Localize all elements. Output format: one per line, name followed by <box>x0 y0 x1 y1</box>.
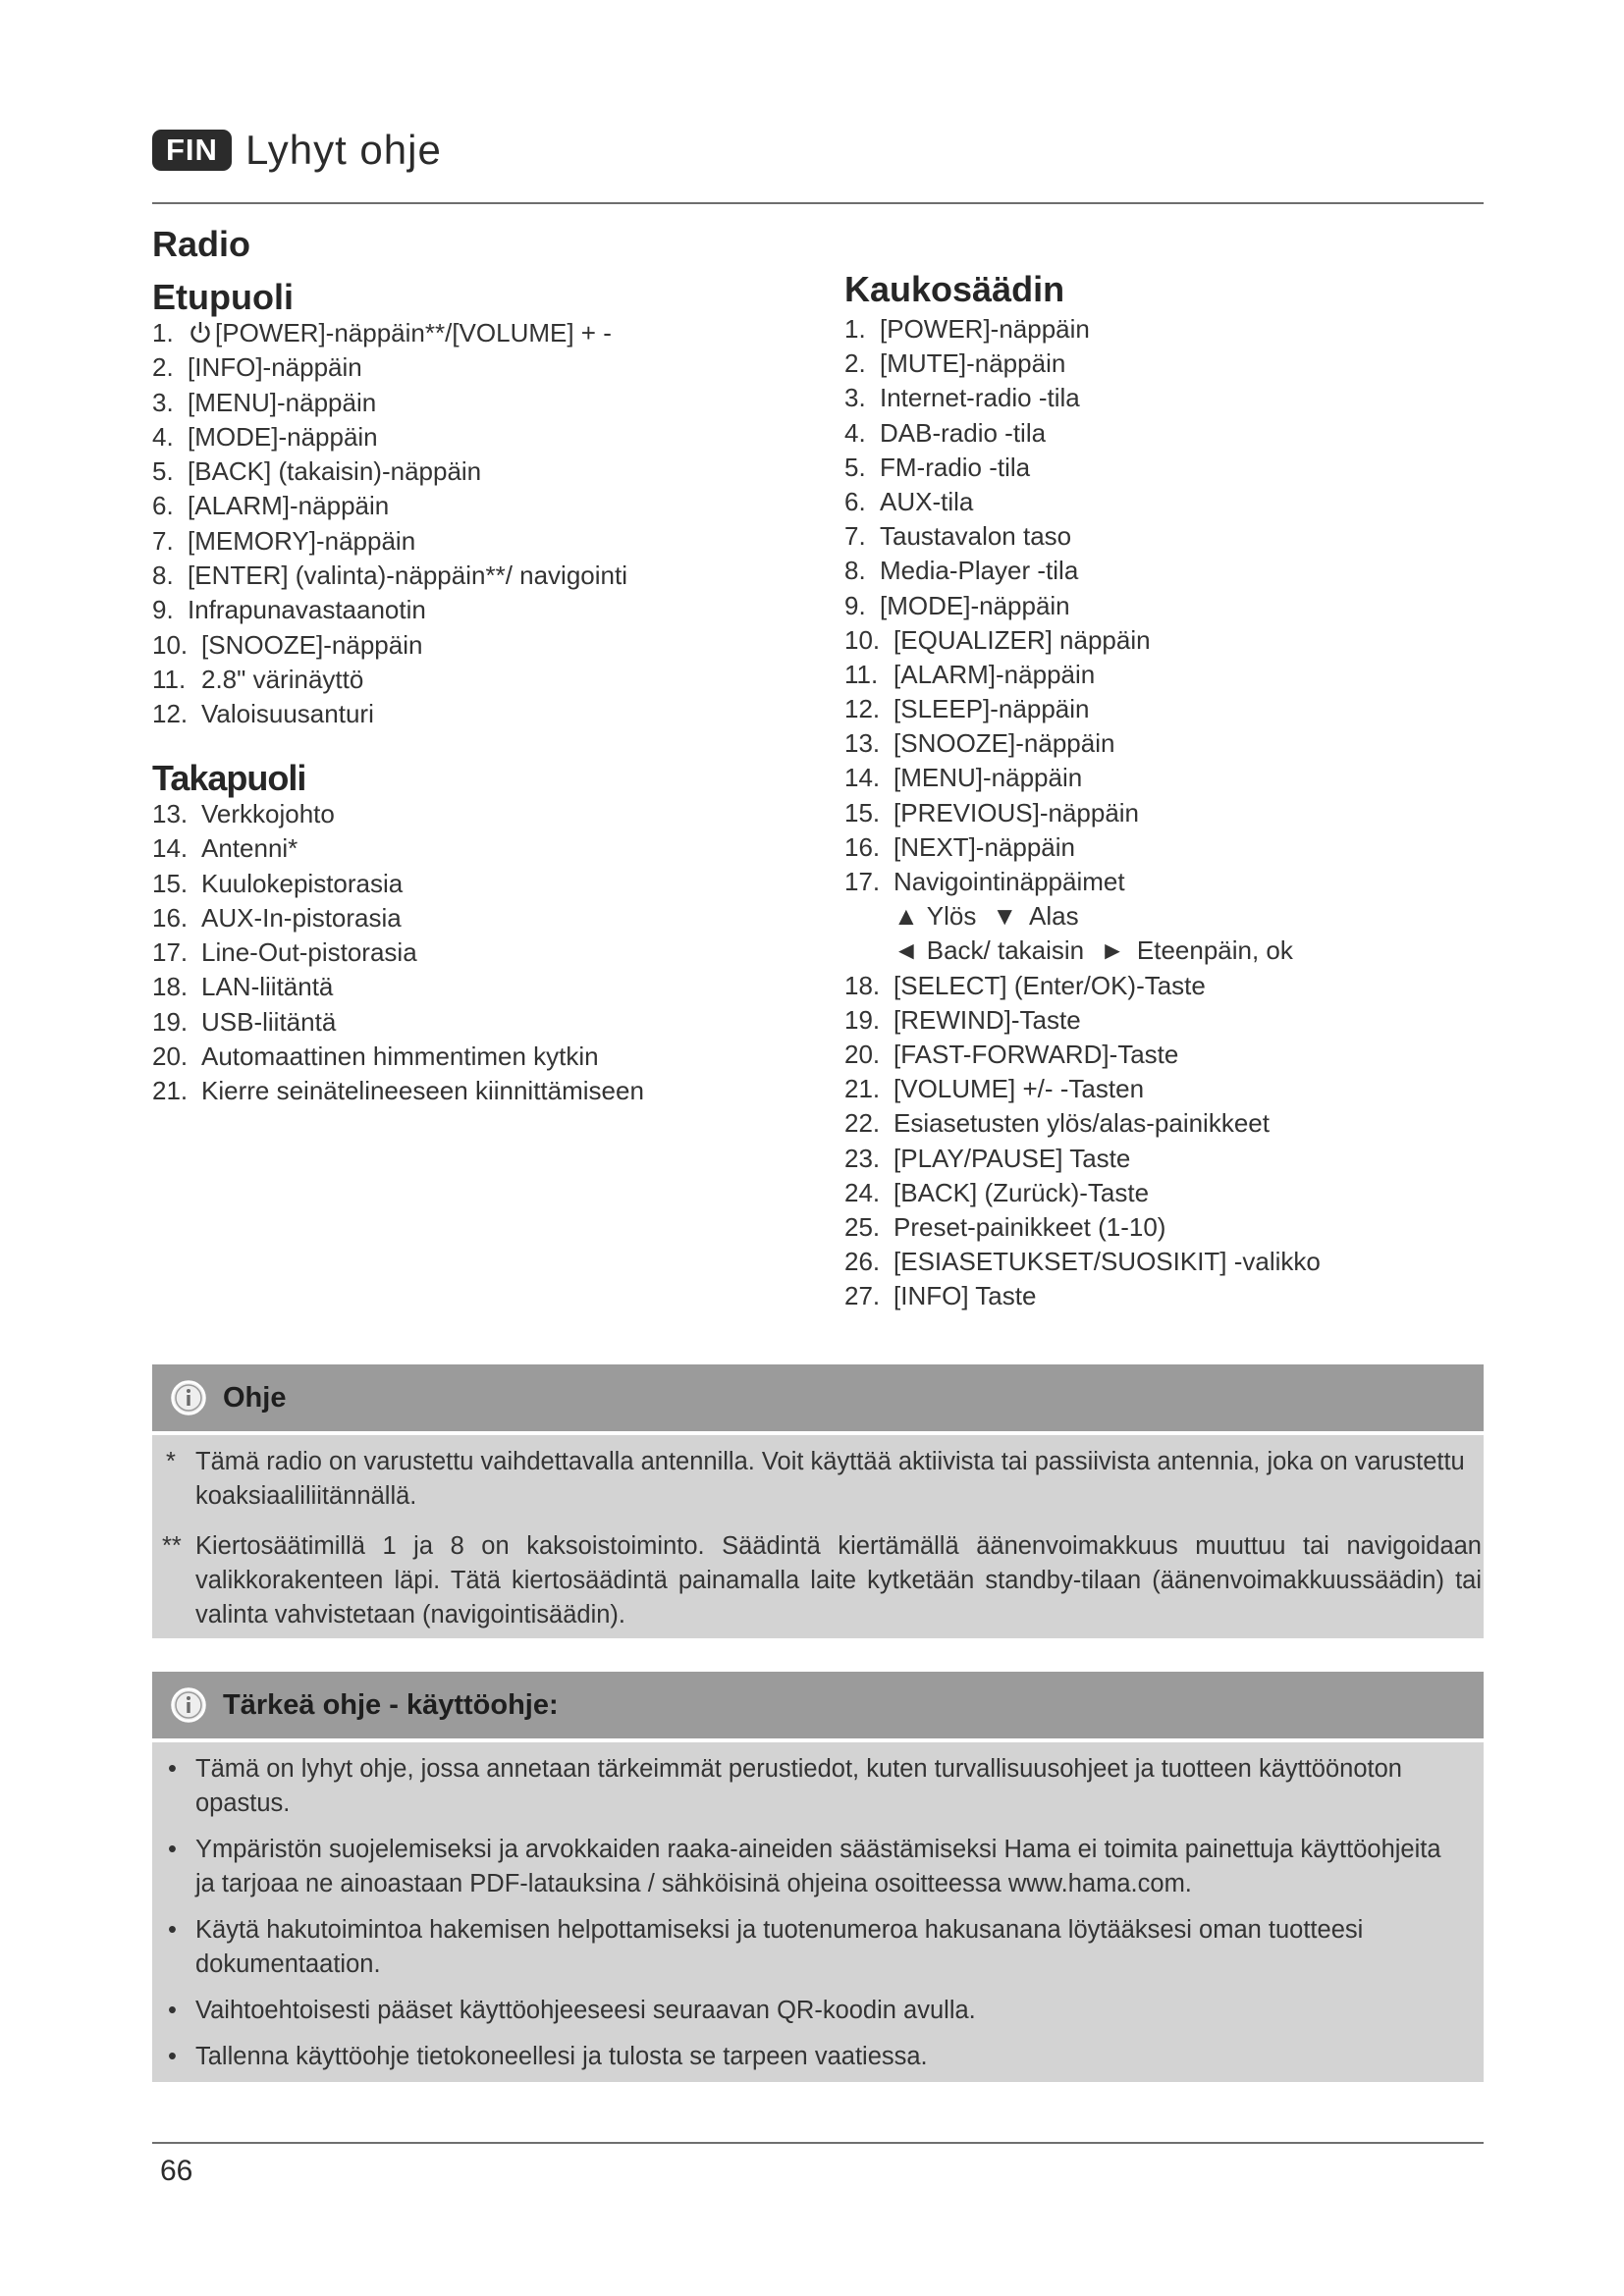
list-item <box>844 1038 1321 1072</box>
item-number: 21. <box>844 1074 881 1104</box>
item-text: [ALARM]-näppäin <box>188 491 390 521</box>
bullet-text: Käytä hakutoimintoa hakemisen helpottamiseksi ja tuotenumeroa hakusanana löytääksesi oman tuotteesi dokumentaation. <box>195 1916 1364 1978</box>
list-item <box>844 969 1321 1003</box>
list-item <box>152 797 644 831</box>
item-text: [BACK] (takaisin)-näppäin <box>188 456 482 487</box>
header-rule <box>152 202 1484 204</box>
item-text: [MODE]-näppäin <box>880 590 1070 620</box>
bullet-item <box>152 2040 1456 2074</box>
item-number: 4. <box>844 417 866 448</box>
note-text: Tämä radio on varustettu vaihdettavalla antennilla. Voit käyttää aktiivista tai passiivista antennia, joka on varustettu koaksiaaliliitännällä. <box>195 1448 1465 1510</box>
list-item <box>152 663 627 697</box>
list-item <box>152 559 627 593</box>
item-text: [ENTER] (valinta)-näppäin**/ navigointi <box>188 561 627 591</box>
note-item <box>152 1445 1484 1514</box>
item-text: Internet-radio -tila <box>880 383 1080 413</box>
list-item <box>844 1279 1321 1313</box>
list-item <box>152 386 627 420</box>
note-text: Kiertosäätimillä 1 ja 8 on kaksoistoiminto. Säädintä kiertämällä äänenvoimakkuus muuttuu tai navigoidaan valikkorakenteen läpi. Tätä kiertosäädintä painamalla laite kytketään standby-tilaan (äänenvoimakkuussäädin) tai valinta vahvistetaan (navigointisäädin). <box>195 1532 1482 1629</box>
item-number: 21. <box>152 1076 189 1106</box>
list-item <box>844 485 1321 519</box>
list-item <box>152 1074 644 1108</box>
item-text: [MODE]-näppäin <box>188 421 378 452</box>
list-item <box>152 970 644 1004</box>
item-number: 26. <box>844 1247 881 1277</box>
left-arrow-icon: ◄ <box>893 935 919 966</box>
item-number: 4. <box>152 421 174 452</box>
nav-keys-left-right <box>844 934 1321 968</box>
list-item <box>152 697 627 731</box>
item-number: 6. <box>152 491 174 521</box>
item-text: [ESIASETUKSET/SUOSIKIT] -valikko <box>893 1247 1321 1277</box>
up-arrow-icon: ▲ <box>893 901 919 932</box>
bullet-item <box>152 1913 1456 1982</box>
item-text: DAB-radio -tila <box>880 417 1047 448</box>
item-number: 2. <box>844 348 866 379</box>
item-number: 13. <box>844 728 881 759</box>
list-item <box>152 350 627 385</box>
note-mark: * <box>166 1448 176 1475</box>
item-text: [SNOOZE]-näppäin <box>893 728 1115 759</box>
item-number: 22. <box>844 1108 881 1139</box>
item-text: Media-Player -tila <box>880 556 1079 586</box>
list-item <box>152 1005 644 1040</box>
important-box-header <box>152 1672 1484 1738</box>
note-box-body <box>152 1435 1484 1638</box>
nav-keys-up-down <box>844 899 1321 934</box>
list-item <box>152 628 627 663</box>
bullet: • <box>168 1997 177 2024</box>
list-item <box>844 1072 1321 1106</box>
bullet-item <box>152 1833 1456 1901</box>
language-badge: FIN <box>152 130 232 171</box>
item-text: Antenni* <box>201 833 298 864</box>
list-item <box>152 316 627 350</box>
back-parts-list <box>152 797 644 1109</box>
bullet: • <box>168 1755 177 1783</box>
item-text: [VOLUME] +/- -Tasten <box>893 1074 1145 1104</box>
important-box <box>152 1672 1484 2082</box>
item-text: AUX-tila <box>880 486 974 516</box>
bullet-item <box>152 1994 1456 2028</box>
item-number: 7. <box>844 521 866 552</box>
item-text: [ALARM]-näppäin <box>893 659 1096 689</box>
item-text: Kierre seinätelineeseen kiinnittämiseen <box>201 1076 644 1106</box>
list-item <box>844 589 1321 623</box>
list-item <box>844 1176 1321 1210</box>
item-number: 3. <box>152 387 174 417</box>
item-number: 11. <box>152 664 187 694</box>
important-box-title: Tärkeä ohje - käyttöohje: <box>223 1688 559 1721</box>
item-text: [MUTE]-näppäin <box>880 348 1066 379</box>
important-box-body <box>152 1742 1484 2082</box>
list-item <box>844 1210 1321 1245</box>
list-item <box>844 554 1321 588</box>
bullet: • <box>168 1836 177 1863</box>
item-text: Esiasetusten ylös/alas-painikkeet <box>893 1108 1270 1139</box>
item-number: 25. <box>844 1211 881 1242</box>
item-text: [BACK] (Zurück)-Taste <box>893 1177 1150 1207</box>
item-text: [INFO]-näppäin <box>188 352 362 383</box>
list-item <box>844 658 1321 692</box>
item-number: 19. <box>844 1004 881 1035</box>
list-item <box>152 831 644 866</box>
page-title: Lyhyt ohje <box>244 127 442 173</box>
bullet-text: Ympäristön suojelemiseksi ja arvokkaiden raaka-aineiden säästämiseksi Hama ei toimita painettuja käyttöohjeita ja tarjoaa ne ainoastaan PDF-latauksina / sähköisinä ohjeina osoitteessa www.hama.com. <box>195 1836 1441 1897</box>
bullet-item <box>152 1752 1456 1821</box>
item-text: [SNOOZE]-näppäin <box>201 629 423 660</box>
item-text: [MENU]-näppäin <box>188 387 377 417</box>
item-text: [EQUALIZER] näppäin <box>893 624 1151 655</box>
list-item <box>844 726 1321 761</box>
item-text: [PREVIOUS]-näppäin <box>893 797 1140 828</box>
back-heading: Takapuoli <box>152 758 306 798</box>
item-number: 23. <box>844 1143 881 1173</box>
list-item <box>152 1040 644 1074</box>
list-item <box>844 312 1321 347</box>
item-number: 18. <box>152 972 189 1002</box>
item-number: 17. <box>152 937 189 968</box>
item-number: 12. <box>844 694 881 724</box>
item-number: 13. <box>152 799 189 828</box>
item-number: 18. <box>844 970 881 1000</box>
down-arrow-icon: ▼ <box>992 901 1018 932</box>
list-item <box>152 867 644 901</box>
note-mark: ** <box>162 1532 182 1560</box>
nav-back-label: Back/ takaisin <box>926 935 1085 966</box>
list-item <box>844 347 1321 381</box>
info-icon <box>170 1379 207 1416</box>
item-number: 8. <box>152 561 174 591</box>
list-item <box>152 420 627 454</box>
item-text: [PLAY/PAUSE] Taste <box>893 1143 1131 1173</box>
list-item <box>844 1142 1321 1176</box>
item-number: 14. <box>844 763 881 793</box>
item-number: 11. <box>844 659 879 689</box>
item-text: [POWER]-näppäin <box>880 314 1090 344</box>
item-number: 2. <box>152 352 174 383</box>
item-number: 15. <box>844 797 881 828</box>
right-arrow-icon: ► <box>1100 935 1125 966</box>
list-item <box>152 935 644 970</box>
item-number: 9. <box>844 590 866 620</box>
item-text: Automaattinen himmentimen kytkin <box>201 1041 599 1072</box>
list-item <box>152 593 627 627</box>
item-number: 1. <box>844 314 866 344</box>
item-number: 15. <box>152 868 189 898</box>
item-text: LAN-liitäntä <box>201 972 334 1002</box>
item-number: 19. <box>152 1006 189 1037</box>
item-text: Line-Out-pistorasia <box>201 937 417 968</box>
item-number: 20. <box>844 1039 881 1069</box>
item-number: 10. <box>152 629 189 660</box>
item-text: Valoisuusanturi <box>201 699 374 729</box>
list-item <box>844 865 1321 899</box>
list-item <box>844 451 1321 485</box>
item-number: 9. <box>152 595 174 625</box>
item-text: FM-radio -tila <box>880 452 1031 482</box>
list-item <box>152 901 644 935</box>
nav-down-label: Alas <box>1029 901 1079 932</box>
nav-up-label: Ylös <box>926 901 977 932</box>
list-item <box>844 830 1321 865</box>
bullet: • <box>168 1916 177 1944</box>
note-item <box>152 1529 1484 1632</box>
list-item <box>844 1245 1321 1279</box>
nav-forward-label: Eteenpäin, ok <box>1136 935 1293 966</box>
item-text: [INFO] Taste <box>893 1281 1037 1311</box>
item-number: 7. <box>152 525 174 556</box>
list-item <box>844 381 1321 415</box>
item-text: USB-liitäntä <box>201 1006 337 1037</box>
item-number: 8. <box>844 556 866 586</box>
list-item <box>844 519 1321 554</box>
page-header <box>152 126 442 175</box>
item-text: AUX-In-pistorasia <box>201 902 402 933</box>
item-number: 5. <box>152 456 174 487</box>
item-number: 16. <box>152 902 189 933</box>
list-item <box>844 1106 1321 1141</box>
item-number: 20. <box>152 1041 189 1072</box>
item-text: [MENU]-näppäin <box>893 763 1083 793</box>
item-number: 17. <box>844 867 881 896</box>
item-text: [REWIND]-Taste <box>893 1004 1081 1035</box>
list-item <box>844 416 1321 451</box>
list-item <box>152 454 627 489</box>
list-item <box>844 623 1321 658</box>
item-text: [POWER]-näppäin**/[VOLUME] + - <box>215 318 612 347</box>
bullet-text: Tallenna käyttöohje tietokoneellesi ja tulosta se tarpeen vaatiessa. <box>195 2043 928 2070</box>
info-icon <box>170 1686 207 1724</box>
item-number: 10. <box>844 624 881 655</box>
item-number: 3. <box>844 383 866 413</box>
note-box <box>152 1364 1484 1638</box>
note-box-header <box>152 1364 1484 1431</box>
footer-rule <box>152 2142 1484 2144</box>
remote-heading: Kaukosäädin <box>844 269 1065 309</box>
item-number: 1. <box>152 318 174 347</box>
item-text: Infrapunavastaanotin <box>188 595 426 625</box>
list-item <box>152 489 627 523</box>
list-item <box>844 796 1321 830</box>
item-text: Kuulokepistorasia <box>201 868 404 898</box>
item-text: Verkkojohto <box>201 799 335 828</box>
radio-heading: Radio <box>152 224 251 264</box>
item-number: 24. <box>844 1177 881 1207</box>
item-text: Preset-painikkeet (1-10) <box>893 1211 1166 1242</box>
bullet-text: Vaihtoehtoisesti pääset käyttöohjeeseesi seuraavan QR-koodin avulla. <box>195 1997 976 2024</box>
note-box-title: Ohje <box>223 1381 287 1414</box>
page-number: 66 <box>160 2155 193 2187</box>
item-text: 2.8" värinäyttö <box>201 664 364 694</box>
front-heading: Etupuoli <box>152 277 294 317</box>
front-parts-list <box>152 316 627 732</box>
item-number: 16. <box>844 831 881 862</box>
item-text: Navigointinäppäimet <box>893 867 1125 896</box>
item-text: [FAST-FORWARD]-Taste <box>893 1039 1179 1069</box>
item-text: [SELECT] (Enter/OK)-Taste <box>893 970 1206 1000</box>
power-icon <box>188 320 213 346</box>
item-text: [SLEEP]-näppäin <box>893 694 1090 724</box>
bullet: • <box>168 2043 177 2070</box>
list-item <box>844 761 1321 795</box>
item-number: 14. <box>152 833 189 864</box>
item-text: [NEXT]-näppäin <box>893 831 1075 862</box>
list-item <box>844 692 1321 726</box>
item-number: 6. <box>844 486 866 516</box>
item-number: 5. <box>844 452 866 482</box>
remote-parts-list <box>844 312 1321 1313</box>
list-item <box>152 524 627 559</box>
item-number: 27. <box>844 1281 881 1311</box>
bullet-text: Tämä on lyhyt ohje, jossa annetaan tärkeimmät perustiedot, kuten turvallisuusohjeet ja tuotteen käyttöönoton opastus. <box>195 1755 1402 1817</box>
item-text: [MEMORY]-näppäin <box>188 525 416 556</box>
item-number: 12. <box>152 699 189 729</box>
list-item <box>844 1003 1321 1038</box>
item-text: Taustavalon taso <box>880 521 1072 552</box>
